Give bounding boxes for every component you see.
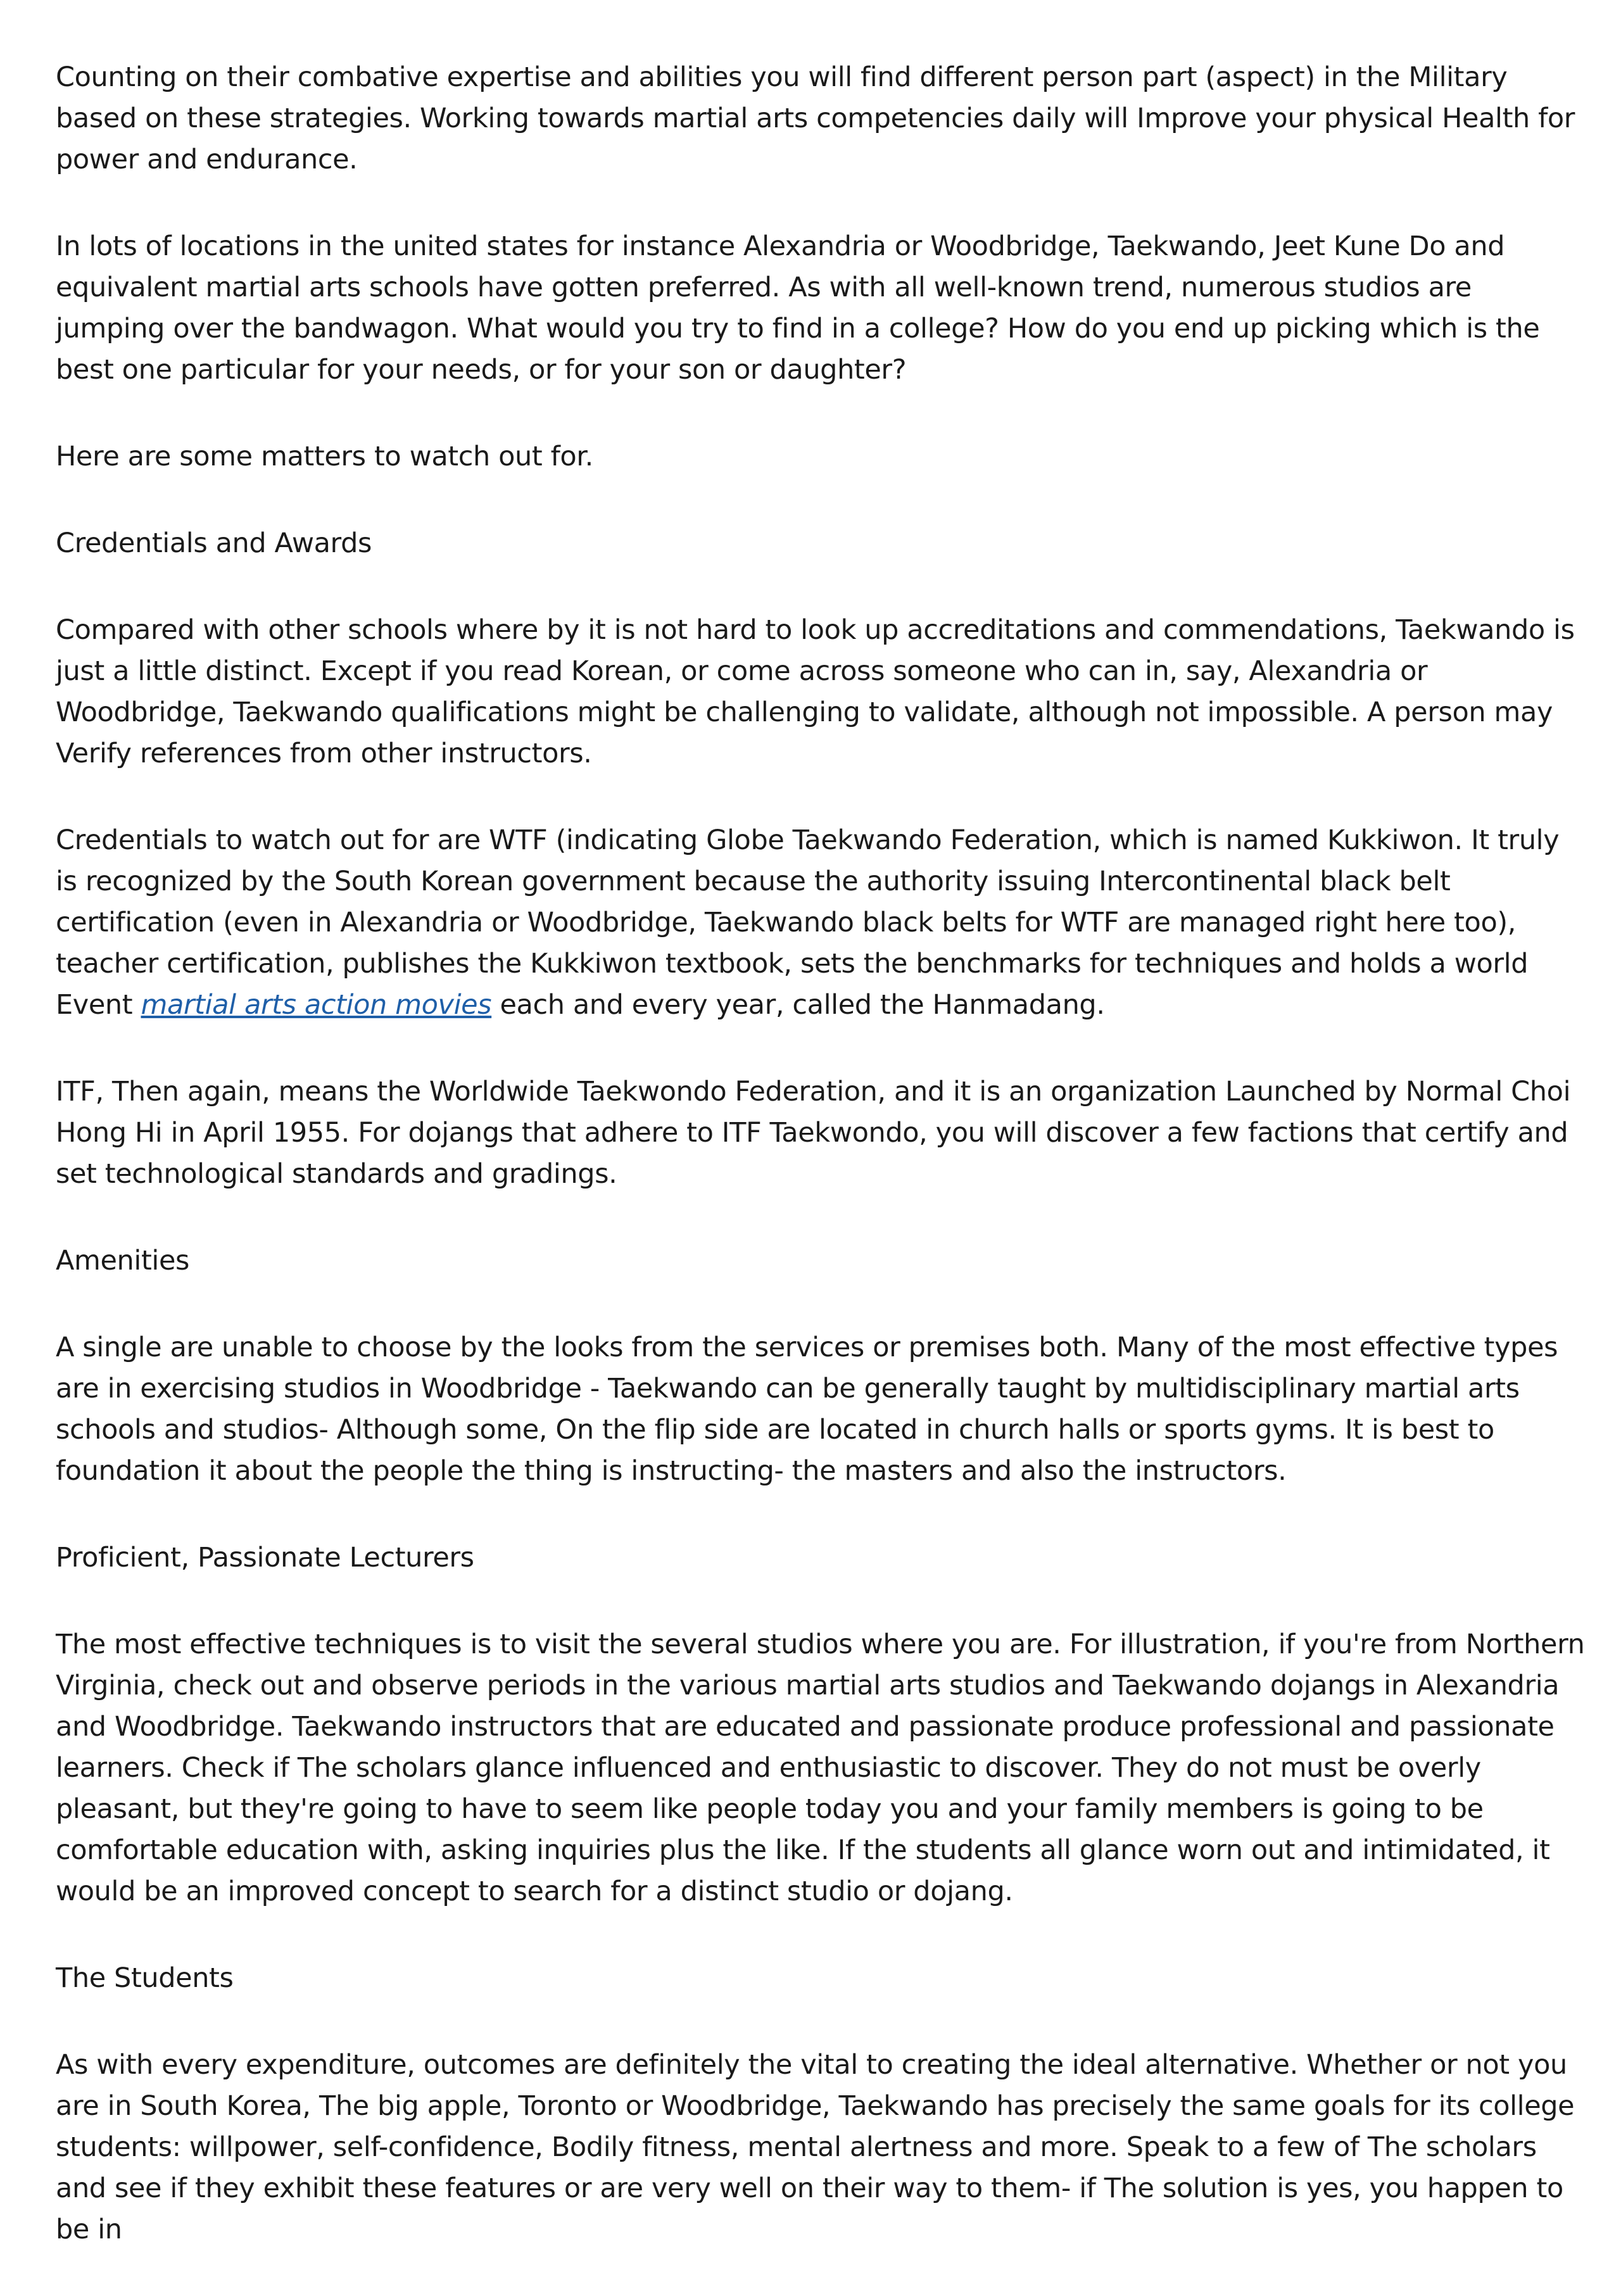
- heading-students: The Students: [56, 1962, 234, 1994]
- heading-amenities: Amenities: [56, 1245, 190, 1277]
- martial-arts-movies-link[interactable]: martial arts action movies: [141, 989, 492, 1021]
- heading-credentials: Credentials and Awards: [56, 527, 372, 559]
- paragraph-intro: Counting on their combative expertise and abilities you will find different person part (aspect) in the Military based on these strategies. Working towards martial arts competencies daily will Improve your physical Health for power and endurance.: [56, 61, 1575, 175]
- paragraph-locations: In lots of locations in the united states for instance Alexandria or Woodbridge, Taekwando, Jeet Kune Do and equivalent martial arts schools have gotten preferred. As with all well-known trend, numerous studios are jumping over the bandwagon. What would you try to find in a college? How do you end up picking which is the best one particular for your needs, or for your son or daughter?: [56, 230, 1540, 386]
- paragraph-wtf: [56, 820, 1588, 1026]
- paragraph-lecturers: The most effective techniques is to visit the several studios where you are. For illustration, if you're from Northern Virginia, check out and observe periods in the various martial arts studios and Taekwando dojangs in Alexandria and Woodbridge. Taekwando instructors that are educated and passionate produce professional and passionate learners. Check if The scholars glance influenced and enthusiastic to discover. They do not must be overly pleasant, but they're going to have to seem like people today you and your family members is going to be comfortable education with, asking inquiries plus the like. If the students all glance worn out and intimidated, it would be an improved concept to search for a distinct studio or dojang.: [56, 1629, 1585, 1907]
- paragraph-wtf-tail: each and every year, called the Hanmadang.: [491, 989, 1105, 1021]
- paragraph-wtf-text: Credentials to watch out for are WTF (indicating Globe Taekwando Federation, which is named Kukkiwon. It truly is recognized by the South Korean government because the authority issuing Intercontinental black belt certification (even in Alexandria or Woodbridge, Taekwando black belts for WTF are managed right here too), teacher certification, publishes the Kukkiwon textbook, sets the benchmarks for techniques and holds a world Event: [56, 824, 1560, 1021]
- article-body: [56, 57, 1588, 2296]
- paragraph-itf: ITF, Then again, means the Worldwide Taekwondo Federation, and it is an organization Launched by Normal Choi Hong Hi in April 1955. For dojangs that adhere to ITF Taekwondo, you will discover a few factions that certify and set technological standards and gradings.: [56, 1076, 1571, 1190]
- paragraph-students: As with every expenditure, outcomes are definitely the vital to creating the ideal alternative. Whether or not you are in South Korea, The big apple, Toronto or Woodbridge, Taekwando has precisely the same goals for its college students: willpower, self-confidence, Bodily fitness, mental alertness and more. Speak to a few of The scholars and see if they exhibit these features or are very well on their way to them- if The solution is yes, you happen to be in: [56, 2049, 1575, 2245]
- paragraph-credentials: Compared with other schools where by it is not hard to look up accreditations and commendations, Taekwando is just a little distinct. Except if you read Korean, or come across someone who can in, say, Alexandria or Woodbridge, Taekwando qualifications might be challenging to validate, although not impossible. A person may Verify references from other instructors.: [56, 614, 1575, 769]
- heading-lecturers: Proficient, Passionate Lecturers: [56, 1542, 474, 1574]
- paragraph-amenities: A single are unable to choose by the looks from the services or premises both. Many of the most effective types are in exercising studios in Woodbridge - Taekwando can be generally taught by multidisciplinary martial arts schools and studios- Although some, On the flip side are located in church halls or sports gyms. It is best to foundation it about the people the thing is instructing- the masters and also the instructors.: [56, 1332, 1558, 1487]
- paragraph-matters: Here are some matters to watch out for.: [56, 441, 593, 472]
